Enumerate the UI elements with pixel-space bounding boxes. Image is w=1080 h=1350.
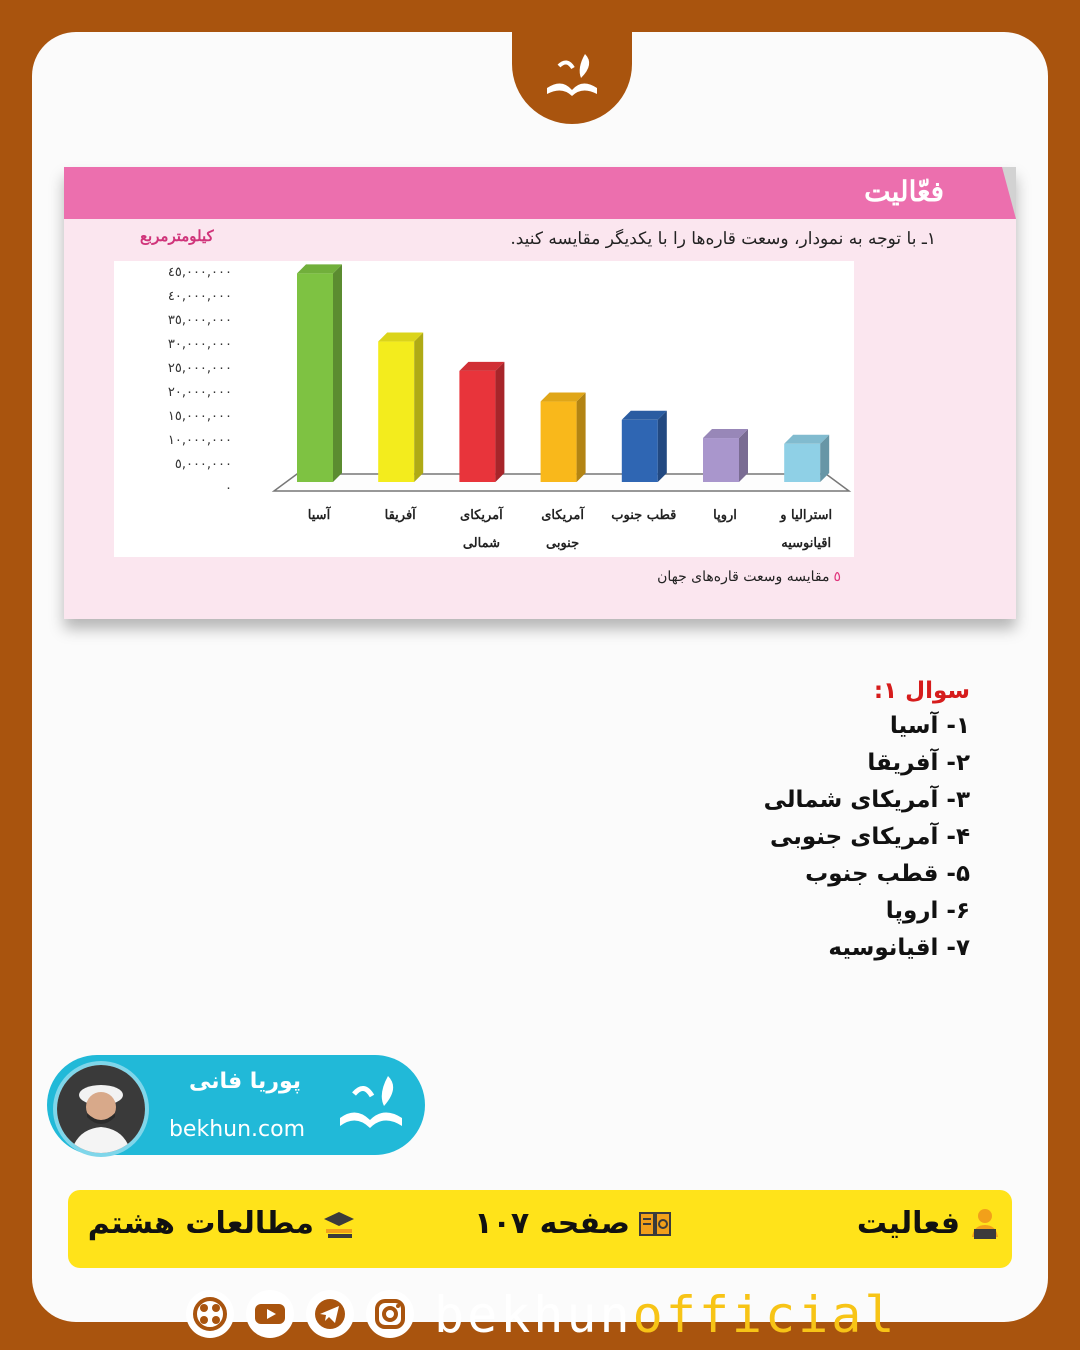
chart-svg xyxy=(114,261,854,557)
bar xyxy=(541,402,577,482)
y-tick-label: ٢٥,٠٠٠,٠٠٠ xyxy=(167,361,232,376)
bar-side xyxy=(333,264,342,482)
x-tick-label: اروپا xyxy=(713,508,737,523)
author-name: پوریا فانی xyxy=(188,1069,302,1094)
answer-item: ٧- اقیانوسیه xyxy=(828,935,970,961)
subject-info xyxy=(88,1206,356,1241)
bar-side xyxy=(414,333,423,482)
caption-marker: ٥ xyxy=(833,569,841,585)
page-label: صفحه ١٠٧ xyxy=(474,1206,630,1241)
bar-side xyxy=(495,362,504,482)
youtube-icon[interactable] xyxy=(246,1290,294,1338)
answer-item: ١- آسیا xyxy=(889,713,970,739)
y-tick-label: ٣٠,٠٠٠,٠٠٠ xyxy=(167,337,232,352)
y-tick-label: ٣٥,٠٠٠,٠٠٠ xyxy=(167,313,232,328)
avatar xyxy=(53,1061,149,1157)
activity-header xyxy=(64,167,1016,219)
bekhun-logo-icon xyxy=(331,1069,413,1141)
author-website[interactable]: bekhun.com xyxy=(168,1117,306,1142)
bar-side xyxy=(577,393,586,482)
x-tick-label: شمالی xyxy=(462,536,500,551)
question-title: سوال ١: xyxy=(873,678,970,704)
textbook-excerpt xyxy=(64,167,1016,619)
x-tick-label: آمریکای xyxy=(541,508,584,523)
bar xyxy=(784,444,820,482)
y-tick-label: ٤٠,٠٠٠,٠٠٠ xyxy=(167,289,232,304)
y-tick-label: ٥,٠٠٠,٠٠٠ xyxy=(174,457,232,472)
x-tick-label: اقیانوسیه xyxy=(781,536,832,551)
y-tick-label: ١٥,٠٠٠,٠٠٠ xyxy=(167,409,232,424)
book-icon xyxy=(638,1207,672,1241)
chart-caption xyxy=(657,569,841,585)
handle-part-1: bekhun xyxy=(434,1286,633,1344)
social-footer xyxy=(180,1282,920,1350)
bar xyxy=(622,420,658,482)
activity-title: فعّالیت xyxy=(864,175,944,208)
y-tick-label: ١٠,٠٠٠,٠٠٠ xyxy=(167,433,232,448)
bar-side xyxy=(658,411,667,482)
social-handle[interactable] xyxy=(434,1286,897,1344)
aparat-icon[interactable] xyxy=(186,1290,234,1338)
answer-item: ٢- آفریقا xyxy=(867,750,970,776)
answer-item: ۴- آمریکای جنوبی xyxy=(769,824,970,850)
y-tick-label: ٠ xyxy=(225,481,232,496)
subject-label: مطالعات هشتم xyxy=(87,1206,314,1241)
telegram-icon[interactable] xyxy=(306,1290,354,1338)
x-tick-label: جنوبی xyxy=(546,536,580,551)
bekhun-logo-icon xyxy=(526,38,618,118)
y-tick-label: ٤٥,٠٠٠,٠٠٠ xyxy=(167,265,232,280)
info-bar xyxy=(68,1190,1012,1268)
x-tick-label: قطب جنوب xyxy=(611,508,677,523)
handle-part-2: official xyxy=(632,1286,898,1344)
caption-text: مقایسه وسعت قاره‌های جهان xyxy=(657,569,830,585)
x-tick-label: آفریقا xyxy=(384,508,416,523)
instagram-icon[interactable] xyxy=(366,1290,414,1338)
x-tick-label: آمریکای xyxy=(460,508,503,523)
x-tick-label: آسیا xyxy=(307,508,331,523)
bar xyxy=(459,371,495,482)
bar xyxy=(297,273,333,482)
bar-side xyxy=(739,429,748,482)
page-info xyxy=(474,1206,672,1241)
answer-item: ۵- قطب جنوب xyxy=(805,861,970,887)
section-label: فعالیت xyxy=(856,1206,960,1241)
teacher-icon xyxy=(968,1207,1002,1241)
answer-item: ۶- اروپا xyxy=(885,898,970,924)
chart-unit-label: کیلومترمربع xyxy=(140,227,214,245)
continent-area-chart xyxy=(114,261,854,557)
author-badge[interactable] xyxy=(47,1055,425,1155)
answer-item: ٣- آمریکای شمالی xyxy=(763,787,970,813)
question-block xyxy=(764,678,970,967)
graduation-icon xyxy=(322,1207,356,1241)
section-info xyxy=(857,1206,1002,1241)
y-tick-label: ٢٠,٠٠٠,٠٠٠ xyxy=(167,385,232,400)
header-fold xyxy=(1002,167,1016,219)
bar xyxy=(378,342,414,482)
activity-question: ١ـ با توجه به نمودار، وسعت قاره‌ها را با یکدیگر مقایسه کنید. xyxy=(510,229,936,249)
top-logo xyxy=(512,32,632,124)
x-tick-label: استرالیا و xyxy=(780,508,833,523)
bar xyxy=(703,438,739,482)
